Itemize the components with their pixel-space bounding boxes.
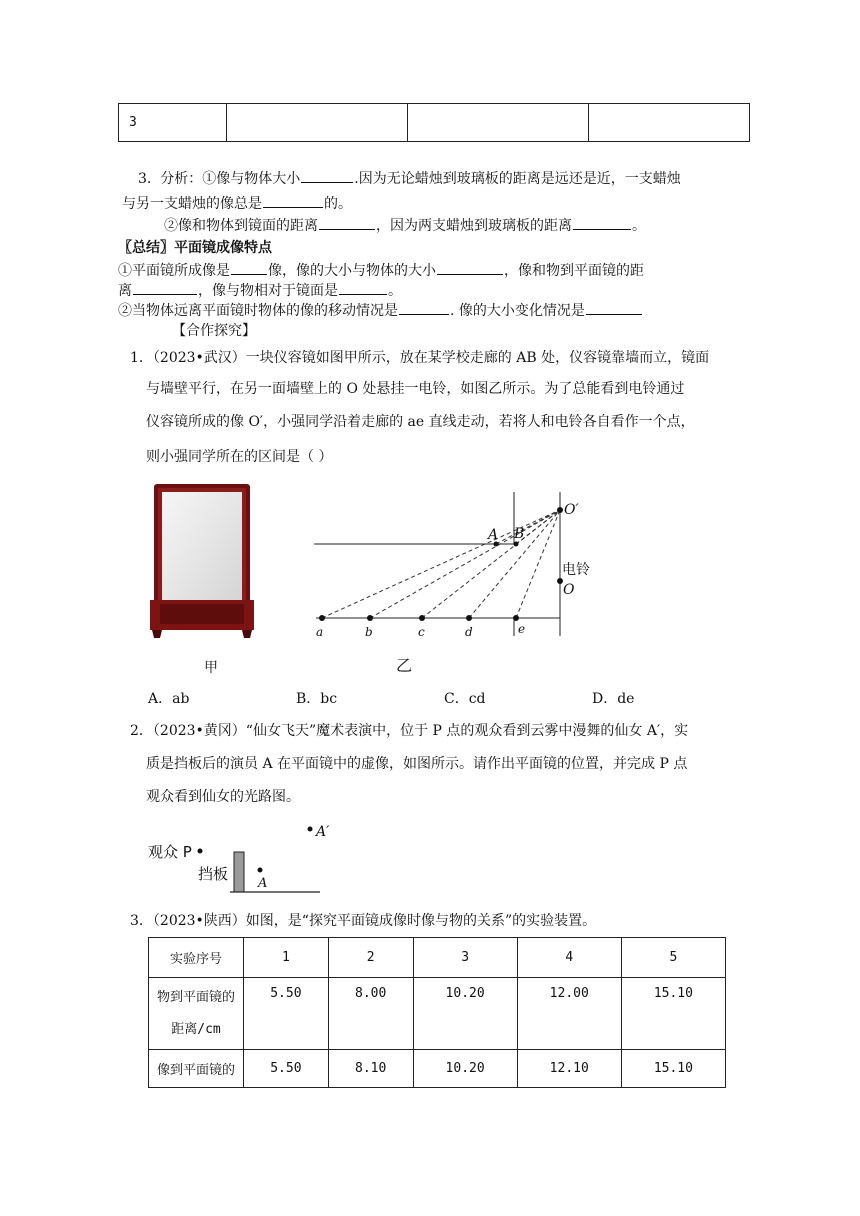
- answer-blank[interactable]: [301, 168, 353, 183]
- q3-line-1: 3．（2023•陕西）如图，是“探究平面镜成像时像与物的关系”的实验装置。: [130, 913, 597, 929]
- summary-title: 〖总结〗平面镜成像特点: [118, 240, 272, 256]
- a-prime-point: [308, 827, 313, 832]
- summary-line-2: 离 ，像与物相对于镜面是 。: [118, 280, 402, 301]
- fig-jia-label: 甲: [204, 660, 218, 676]
- answer-blank[interactable]: [133, 280, 197, 295]
- board-label: 挡板: [198, 865, 229, 883]
- coop-title: 【合作探究】: [172, 323, 256, 339]
- analysis-line-3: ②像和物体到镜面的距离 ，因为两支蜡烛到玻璃板的距离 。: [164, 215, 646, 236]
- option-b[interactable]: B．bc: [296, 691, 338, 707]
- option-d[interactable]: D．de: [592, 691, 635, 707]
- point-b-label: b: [365, 625, 373, 639]
- table-header-cell: 1: [244, 938, 329, 978]
- table-cell: [408, 104, 589, 142]
- a-label: A: [488, 527, 499, 543]
- table-cell: 15.10: [621, 1050, 725, 1088]
- answer-blank[interactable]: [319, 215, 375, 230]
- baffle: [234, 852, 244, 892]
- audience-point: [198, 849, 203, 854]
- q1-line-4: 则小强同学所在的区间是（ ）: [146, 449, 333, 465]
- q1-line-2: 与墙壁平行，在另一面墙壁上的 O 处悬挂一电铃，如图乙所示。为了总能看到电铃通过: [146, 381, 685, 397]
- table-cell: [227, 104, 408, 142]
- point-d-label: d: [465, 625, 473, 639]
- table-cell: 3: [119, 104, 227, 142]
- o-prime-label: O′: [564, 502, 579, 518]
- analysis-line-1: 3. 分析：①像与物体大小 .因为无论蜡烛到玻璃板的距离是远还是近，一支蜡烛: [138, 168, 681, 189]
- q2-line-2: 质是挡板后的演员 A 在平面镜中的虚像，如图所示。请作出平面镜的位置，并完成 P 点: [146, 756, 688, 772]
- a-prime-label: A′: [316, 824, 330, 840]
- table-row: [149, 978, 726, 1050]
- table-header-cell: 5: [621, 938, 725, 978]
- table-cell: 15.10: [621, 978, 725, 1050]
- answer-blank[interactable]: [586, 300, 642, 315]
- table-cell: 物到平面镜的 距离/cm: [149, 978, 244, 1050]
- answer-blank[interactable]: [263, 193, 323, 208]
- table-header-cell: 4: [517, 938, 621, 978]
- table-header-cell: 3: [413, 938, 517, 978]
- table-row: [149, 1050, 726, 1088]
- a-label-q2: A: [258, 876, 268, 891]
- point-e-label: e: [518, 622, 526, 636]
- bell-label: 电铃: [562, 562, 590, 578]
- table-cell: 像到平面镜的: [149, 1050, 244, 1088]
- table-cell: 10.20: [413, 978, 517, 1050]
- table-cell: [589, 104, 750, 142]
- a-point: [258, 868, 263, 873]
- ray-diagram: [310, 488, 600, 648]
- audience-label: 观众 P: [148, 843, 192, 861]
- experiment-table: [148, 937, 726, 1088]
- o-label: O: [563, 582, 575, 598]
- point-a-label: a: [316, 625, 324, 639]
- o-prime-point: [557, 507, 563, 513]
- summary-line-1: ①平面镜所成像是 像，像的大小与物体的大小 ，像和物到平面镜的距: [118, 260, 644, 281]
- table-cell: 5.50: [244, 978, 329, 1050]
- answer-blank[interactable]: [437, 260, 503, 275]
- option-c[interactable]: C．cd: [444, 691, 486, 707]
- table-cell: 8.10: [328, 1050, 413, 1088]
- q1-line-1: 1．（2023•武汉）一块仪容镜如图甲所示，放在某学校走廊的 AB 处，仪容镜靠墙而立，镜面: [130, 350, 710, 366]
- table-cell: 12.00: [517, 978, 621, 1050]
- analysis-line-2: 与另一支蜡烛的像总是 的。: [122, 193, 352, 214]
- option-a[interactable]: A．ab: [148, 691, 190, 707]
- point-c-label: c: [418, 625, 425, 639]
- table-cell: 12.10: [517, 1050, 621, 1088]
- mirror-figure: [148, 482, 256, 640]
- answer-blank[interactable]: [231, 260, 267, 275]
- answer-blank[interactable]: [339, 280, 387, 295]
- summary-line-3: ②当物体远离平面镜时物体的像的移动情况是 . 像的大小变化情况是: [118, 300, 643, 321]
- table-header-cell: 实验序号: [149, 938, 244, 978]
- table-row: [149, 938, 726, 978]
- b-label: B: [514, 526, 525, 542]
- q2-line-3: 观众看到仙女的光路图。: [146, 789, 300, 805]
- table-cell: 5.50: [244, 1050, 329, 1088]
- q1-line-3: 仪容镜所成的像 O′，小强同学沿着走廊的 ae 直线走动，若将人和电铃各自看作一个点，: [146, 414, 695, 430]
- table-cell: 8.00: [328, 978, 413, 1050]
- top-table: [118, 103, 750, 142]
- fig-yi-label: 乙: [396, 656, 413, 675]
- table-cell: 10.20: [413, 1050, 517, 1088]
- table-header-cell: 2: [328, 938, 413, 978]
- q2-line-1: 2．（2023•黄冈）“仙女飞天”魔术表演中，位于 P 点的观众看到云雾中漫舞的仙女 A′，实: [130, 723, 689, 739]
- answer-blank[interactable]: [399, 300, 449, 315]
- answer-blank[interactable]: [573, 215, 631, 230]
- table-row: [119, 104, 750, 142]
